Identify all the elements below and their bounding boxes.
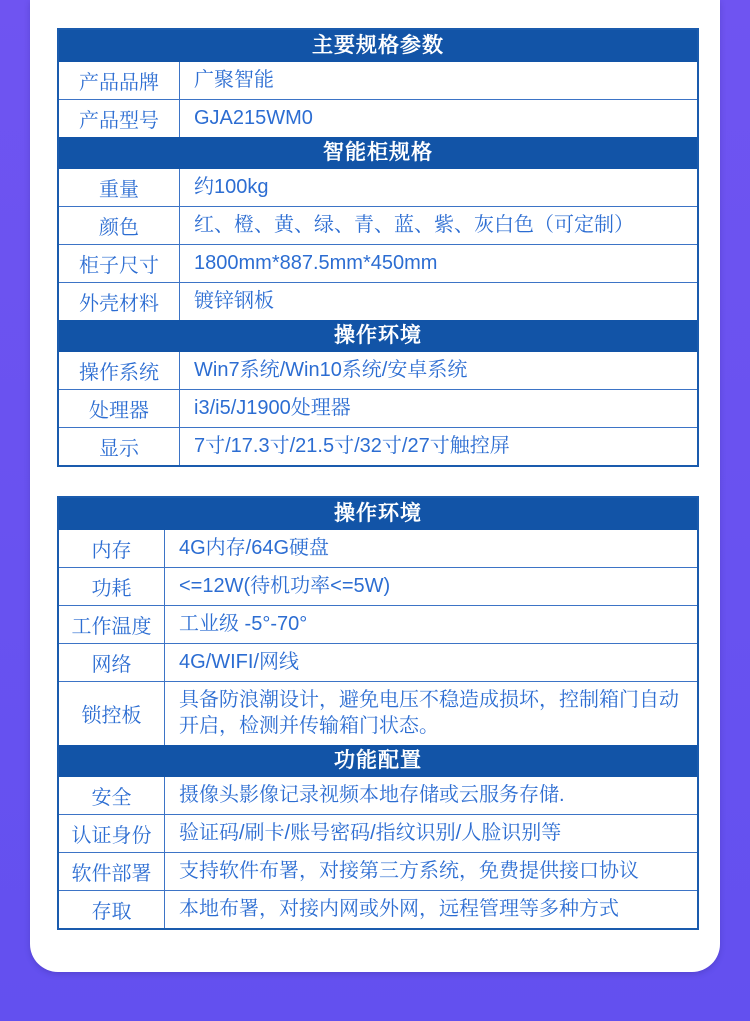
section-header: 功能配置 (59, 745, 697, 777)
row-value: 具备防浪潮设计，避免电压不稳造成损坏，控制箱门自动开启，检测并传输箱门状态。 (179, 689, 679, 738)
table-row (59, 428, 697, 465)
row-value: <=12W(待机功率<=5W) (179, 575, 391, 598)
content-panel (30, 0, 720, 972)
table-row (59, 62, 697, 100)
table-row (59, 207, 697, 245)
table-row (59, 169, 697, 207)
row-label: 重量 (59, 169, 180, 206)
row-value: 镀锌钢板 (194, 290, 274, 313)
row-value: i3/i5/J1900处理器 (194, 397, 351, 420)
row-label: 软件部署 (59, 853, 165, 890)
row-value: 1800mm*887.5mm*450mm (194, 252, 438, 275)
row-value: 本地布署，对接内网或外网，远程管理等多种方式 (179, 898, 619, 921)
spec-table-secondary (57, 496, 699, 930)
row-value: 4G内存/64G硬盘 (179, 537, 330, 560)
row-label: 外壳材料 (59, 283, 180, 320)
row-label: 认证身份 (59, 815, 165, 852)
table-row (59, 283, 697, 320)
row-value: 红、橙、黄、绿、青、蓝、紫、灰白色（可定制） (194, 214, 634, 237)
row-label: 颜色 (59, 207, 180, 244)
table-row (59, 891, 697, 928)
row-label: 功耗 (59, 568, 165, 605)
spec-section (59, 137, 697, 320)
row-value: 验证码/刷卡/账号密码/指纹识别/人脸识别等 (179, 822, 562, 845)
table-row (59, 644, 697, 682)
row-value: GJA215WM0 (194, 107, 313, 130)
row-label: 操作系统 (59, 352, 180, 389)
row-value: 摄像头影像记录视频本地存储或云服务存储. (179, 784, 565, 807)
row-label: 锁控板 (59, 682, 165, 745)
section-header: 智能柜规格 (59, 137, 697, 169)
row-label: 显示 (59, 428, 180, 465)
row-label: 处理器 (59, 390, 180, 427)
table-row (59, 100, 697, 137)
spec-section (59, 498, 697, 745)
row-value: 7寸/17.3寸/21.5寸/32寸/27寸触控屏 (194, 435, 510, 458)
section-header: 操作环境 (59, 498, 697, 530)
spec-section (59, 320, 697, 465)
row-value: 4G/WIFI/网线 (179, 651, 299, 674)
row-label: 产品品牌 (59, 62, 180, 99)
section-header: 操作环境 (59, 320, 697, 352)
row-value: 支持软件布署，对接第三方系统，免费提供接口协议 (179, 860, 639, 883)
table-row (59, 245, 697, 283)
table-row (59, 853, 697, 891)
row-label: 安全 (59, 777, 165, 814)
row-label: 产品型号 (59, 100, 180, 137)
section-header: 主要规格参数 (59, 30, 697, 62)
row-label: 柜子尺寸 (59, 245, 180, 282)
row-label: 存取 (59, 891, 165, 928)
row-value: 约100kg (194, 176, 269, 199)
row-label: 内存 (59, 530, 165, 567)
table-row (59, 777, 697, 815)
table-row (59, 606, 697, 644)
table-row (59, 682, 697, 745)
row-label: 工作温度 (59, 606, 165, 643)
row-value: 工业级 -5°-70° (179, 613, 308, 636)
table-row (59, 390, 697, 428)
row-value: 广聚智能 (194, 69, 274, 92)
table-row (59, 530, 697, 568)
spec-section (59, 745, 697, 928)
row-label: 网络 (59, 644, 165, 681)
table-row (59, 568, 697, 606)
table-row (59, 352, 697, 390)
spec-table-main (57, 28, 699, 467)
row-value: Win7系统/Win10系统/安卓系统 (194, 359, 468, 382)
table-row (59, 815, 697, 853)
spec-section (59, 30, 697, 137)
